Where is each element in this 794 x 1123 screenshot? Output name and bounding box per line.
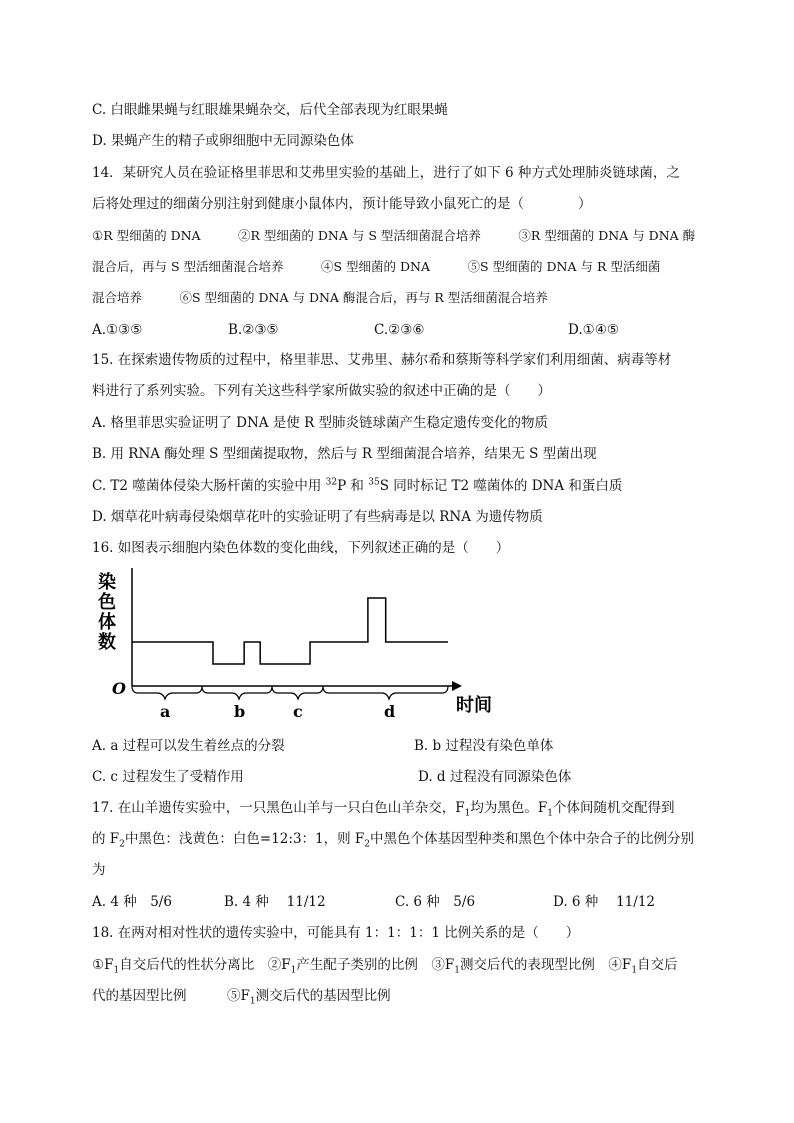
- q17-stem-line2: 的 $F_2$中黑色：浅黄色：白色=12:3：1，则 $F_2$中黑色个体基因型种类和黑色个体中杂合子的比例分别: [92, 831, 695, 850]
- q17-option-b: B. 4 种 11/12: [224, 894, 326, 910]
- q15-option-c: C. T2 噬菌体侵染大肠杆菌的实验中用 $^{32}$P 和 $^{35}$S 同时标记 T2 噬菌体的 DNA 和蛋白质: [92, 477, 623, 494]
- q17-option-a: A. 4 种 5/6: [92, 894, 172, 910]
- q16-option-d: D. d 过程没有同源染色体: [418, 769, 572, 785]
- q15-option-a: A. 格里菲思实验证明了 DNA 是使 R 型肺炎链球菌产生稳定遗传变化的物质: [92, 415, 549, 431]
- q14-stem-line1: 14．某研究人员在验证格里菲思和艾弗里实验的基础上，进行了如下 6 种方式处理肺炎链球菌，之: [92, 165, 680, 181]
- x-axis-arrow: [452, 681, 462, 691]
- q14-items-line2: 混合后，再与 S 型活细菌混合培养 ④S 型细菌的 DNA ⑤S 型细菌的 DNA 与 R 型活细菌: [92, 259, 661, 274]
- stage-brace-a: [132, 686, 202, 699]
- q14-option-b: B.②③⑤: [228, 322, 279, 338]
- y-axis-label-char: 体: [98, 612, 116, 633]
- q15-option-d: D. 烟草花叶病毒侵染烟草花叶的实验证明了有些病毒是以 RNA 为遗传物质: [92, 509, 543, 525]
- q17-option-c: C. 6 种 5/6: [395, 894, 476, 910]
- q16-stem: 16. 如图表示细胞内染色体数的变化曲线，下列叙述正确的是（ ）: [92, 540, 510, 556]
- stage-label-b: b: [234, 702, 246, 718]
- origin-label: O: [112, 679, 126, 698]
- stage-label-d: d: [384, 702, 396, 718]
- stage-label-a: a: [160, 702, 171, 718]
- q15-stem-line2: 料进行了系列实验。下列有关这些科学家所做实验的叙述中正确的是（ ）: [92, 383, 551, 399]
- q16-option-a: A. a 过程可以发生着丝点的分裂: [92, 738, 285, 754]
- stage-label-c: c: [293, 702, 303, 718]
- q15-stem-line1: 15. 在探索遗传物质的过程中，格里菲思、艾弗里、赫尔希和蔡斯等科学家们利用细菌、病毒等材: [92, 352, 672, 368]
- q18-items-line2: 代的基因型比例 $⑤F_1$测交后代的基因型比例: [92, 988, 391, 1007]
- y-axis-label-char: 色: [98, 592, 116, 613]
- q14-option-d: D.①④⑤: [568, 322, 619, 338]
- q16-option-c: C. c 过程发生了受精作用: [92, 769, 244, 785]
- q13-option-d: D. 果蝇产生的精子或卵细胞中无同源染色体: [92, 133, 354, 149]
- chromosome-chart: [92, 566, 512, 718]
- q17-stem-line1: 17. 在山羊遗传实验中，一只黑色山羊与一只白色山羊杂交，$F_1$均为黑色。$F_1$个体间随机交配得到: [92, 800, 675, 819]
- q17-option-d: D. 6 种 11/12: [553, 894, 656, 910]
- q17-stem-line3: 为: [92, 862, 106, 878]
- q16-option-b: B. b 过程没有染色单体: [414, 738, 554, 754]
- q18-items-line1: $①F_1$自交后代的性状分离比 $②F_1$产生配子类别的比例 $③F_1$测交后代的表现型比例 $④F_1$自交后: [92, 957, 678, 976]
- chromosome-curve: [132, 598, 448, 664]
- q14-option-c: C.②③⑥: [374, 322, 425, 338]
- q13-option-c: C. 白眼雌果蝇与红眼雄果蝇杂交，后代全部表现为红眼果蝇: [92, 102, 448, 118]
- q14-items-line1: ①R 型细菌的 DNA ②R 型细菌的 DNA 与 S 型活细菌混合培养 ③R 型细菌的 DNA 与 DNA 酶: [92, 228, 696, 243]
- q14-items-line3: 混合培养 ⑥S 型细菌的 DNA 与 DNA 酶混合后，再与 R 型活细菌混合培养: [92, 290, 548, 305]
- q14-option-a: A.①③⑤: [92, 322, 143, 338]
- y-axis-label-char: 数: [98, 632, 116, 653]
- stage-brace-b: [202, 686, 272, 699]
- q15-option-b: B. 用 RNA 酶处理 S 型细菌提取物，然后与 R 型细菌混合培养，结果无 S 型菌出现: [92, 446, 597, 462]
- y-axis-label-char: 染: [98, 572, 116, 593]
- stage-brace-d: [323, 686, 448, 699]
- q18-stem: 18. 在两对相对性状的遗传实验中，可能具有 1：1：1：1 比例关系的是（ ）: [92, 925, 580, 941]
- stage-brace-c: [272, 686, 323, 699]
- x-axis-label: 时间: [456, 695, 492, 716]
- q14-stem-line2: 后将处理过的细菌分别注射到健康小鼠体内，预计能导致小鼠死亡的是（ ）: [92, 196, 592, 212]
